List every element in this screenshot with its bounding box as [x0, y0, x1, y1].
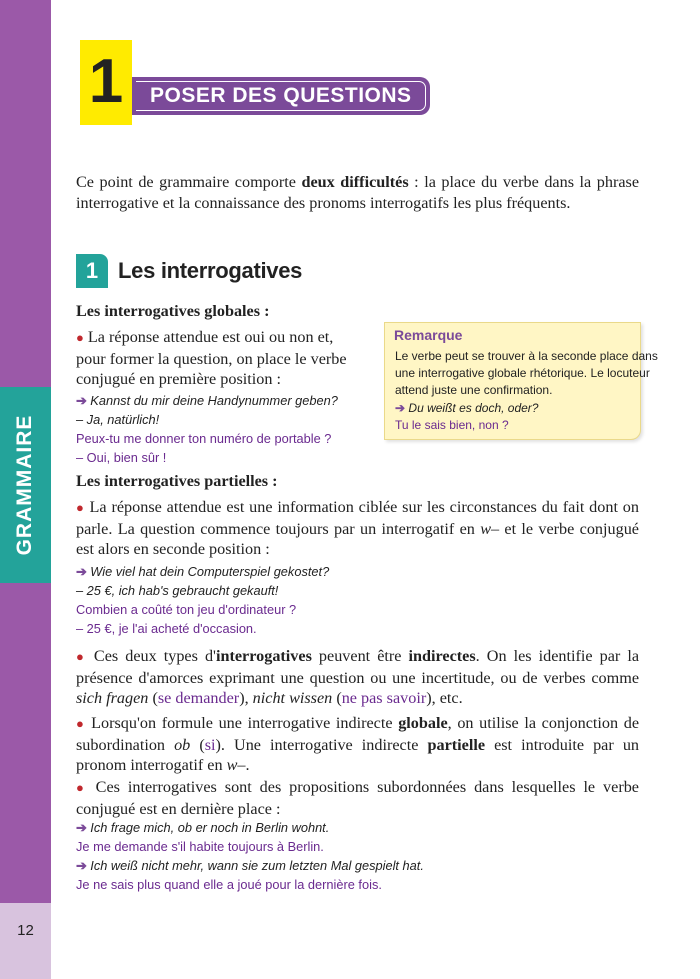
- page-number: 12: [17, 922, 34, 939]
- example-fr: Je ne sais plus quand elle a joué pour la dernière fois.: [76, 877, 382, 892]
- arrow-icon: ➔: [76, 820, 87, 835]
- chapter-number: 1: [88, 47, 124, 116]
- bullet-icon: ●: [76, 649, 87, 664]
- bullet-icon: ●: [76, 330, 84, 345]
- example-fr: – 25 €, je l'ai acheté d'occasion.: [76, 621, 257, 636]
- chapter-title: POSER DES QUESTIONS: [150, 84, 412, 107]
- arrow-icon: ➔: [76, 564, 87, 579]
- remarque-text: attend juste une confirmation.: [395, 383, 553, 397]
- indirectes-paragraph: ● Ces interrogatives sont des propositions subordonnées dans lesquelles le verbe conjugué est en dernière place :: [76, 778, 639, 818]
- partielles-paragraph: ● La réponse attendue est une information ciblée sur les circonstances du fait dont on parle. La question commence toujours par un interrogatif en w– et le verbe conjugué est alors en seconde position :: [76, 498, 639, 558]
- example-de: ➔ Ich frage mich, ob er noch in Berlin wohnt.: [76, 820, 330, 835]
- indirectes-paragraph: ● Ces deux types d'interrogatives peuvent être indirectes. On les identifie par la présence d'amorces exprimant une question ou une incertitude, ou de verbes comme sich fragen (se demander), nicht wissen (ne pas savoir), etc.: [76, 647, 640, 707]
- section-number: 1: [76, 254, 108, 288]
- sidebar-strip-bottom: [0, 583, 51, 903]
- example-fr: Je me demande s'il habite toujours à Berlin.: [76, 839, 324, 854]
- remarque-text: une interrogative globale rhétorique. Le locuteur: [395, 366, 650, 380]
- indirectes-paragraph: ● Lorsqu'on formule une interrogative indirecte globale, on utilise la conjonction de subordination ob (si). Une interrogative indirecte partielle est introduite par un pronom interrogatif en w–.: [76, 714, 640, 774]
- example-de: – Ja, natürlich!: [76, 412, 160, 427]
- example-de: ➔ Ich weiß nicht mehr, wann sie zum letzten Mal gespielt hat.: [76, 858, 424, 873]
- globales-heading: Les interrogatives globales :: [76, 302, 270, 320]
- example-de: ➔ Kannst du mir deine Handynummer geben?: [76, 393, 338, 408]
- intro-paragraph: Ce point de grammaire comporte deux difficultés : la place du verbe dans la phrase interrogative et la connaissance des pronoms interrogatifs les plus fréquents.: [76, 173, 640, 212]
- sidebar-strip-top: [0, 0, 51, 387]
- bullet-icon: ●: [76, 716, 86, 731]
- remarque-title: Remarque: [394, 327, 463, 343]
- example-fr: Combien a coûté ton jeu d'ordinateur ?: [76, 602, 297, 617]
- page-number-box: [0, 903, 51, 979]
- bullet-icon: ●: [76, 780, 88, 795]
- grammaire-tab-label: GRAMMAIRE: [13, 414, 36, 556]
- example-de: ➔ Wie viel hat dein Computerspiel gekostet?: [76, 564, 330, 579]
- example-fr: – Oui, bien sûr !: [76, 450, 167, 465]
- example-fr: Peux-tu me donner ton numéro de portable ?: [76, 431, 332, 446]
- globales-bullet-paragraph: ● La réponse attendue est oui ou non et, pour former la question, on place le verbe conjugué en première position :: [76, 328, 347, 388]
- section-title: Les interrogatives: [118, 258, 303, 283]
- bullet-icon: ●: [76, 500, 85, 515]
- example-de: – 25 €, ich hab's gebraucht gekauft!: [76, 583, 279, 598]
- remarque-text: Le verbe peut se trouver à la seconde place dans: [395, 349, 658, 363]
- partielles-heading: Les interrogatives partielles :: [76, 472, 278, 490]
- arrow-icon: ➔: [76, 858, 87, 873]
- arrow-icon: ➔: [76, 393, 87, 408]
- arrow-icon: ➔: [395, 401, 406, 415]
- remarque-example-de: ➔ Du weißt es doch, oder?: [395, 401, 539, 415]
- remarque-example-fr: Tu le sais bien, non ?: [395, 418, 509, 432]
